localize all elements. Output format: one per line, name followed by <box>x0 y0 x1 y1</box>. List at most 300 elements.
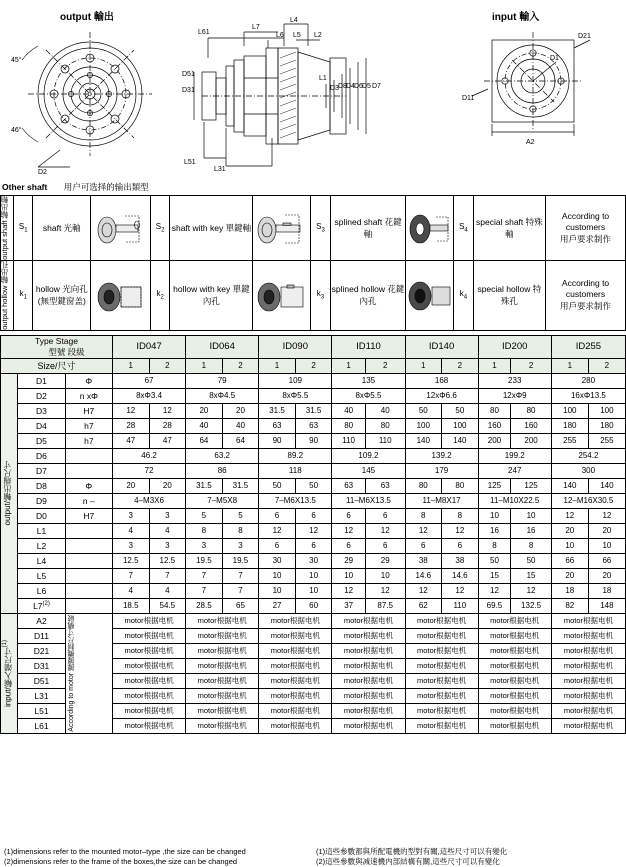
cell-D6-ID140: 139.2 <box>405 448 478 463</box>
size-header: Size/尺寸 <box>1 358 113 373</box>
cell-L5-ID140-1: 14.6 <box>405 568 442 583</box>
shaft-name-s2: shaft with key 單鍵軸 <box>170 196 253 261</box>
cell-D0-ID200-1: 10 <box>478 508 511 523</box>
spec-row-D7 <box>1 463 626 478</box>
cell-D4-ID090-1: 63 <box>259 418 296 433</box>
cell-L4-ID200-2: 50 <box>511 553 552 568</box>
cell-L6-ID200-2: 12 <box>511 583 552 598</box>
cell-L4-ID110-1: 29 <box>332 553 366 568</box>
row-tolerance-D2: n xΦ <box>65 388 112 403</box>
cell-L2-ID064-1: 3 <box>186 538 223 553</box>
cell-D5-ID090-2: 90 <box>295 433 332 448</box>
cell-D0-ID064-1: 5 <box>186 508 223 523</box>
cell-L6-ID140-2: 12 <box>442 583 479 598</box>
shaft-name-k4: special hollow 特殊孔 <box>473 260 545 330</box>
spec-row-L7 <box>1 598 626 613</box>
cell-L61-ID140: motor根据电机 <box>405 718 478 733</box>
cell-D6-ID090: 89.2 <box>259 448 332 463</box>
cell-D3-ID255-2: 100 <box>588 403 625 418</box>
cell-D2-ID047: 8xΦ3.4 <box>113 388 186 403</box>
row-label-D11: D11 <box>18 628 65 643</box>
cell-L4-ID255-2: 66 <box>588 553 625 568</box>
cell-D3-ID090-2: 31.5 <box>295 403 332 418</box>
other-shaft-title-en: Other shaft <box>2 182 48 192</box>
spec-row-L2 <box>1 538 626 553</box>
special-note-cn-1: 用戶要求制作 <box>560 233 612 244</box>
cell-D51-ID047: motor根据电机 <box>113 673 186 688</box>
shaft-code-k3: $k_3$ <box>311 260 330 330</box>
cell-D1-ID110: 135 <box>332 373 405 388</box>
row-tolerance-D9: n – <box>65 493 112 508</box>
shaft-pic-k2 <box>253 260 311 330</box>
row-side-label-output-shaft: output shaft 輸出軸 <box>0 196 9 260</box>
cell-D7-ID047: 72 <box>113 463 186 478</box>
cell-L31-ID064: motor根据电机 <box>186 688 259 703</box>
shaft-code-k2: $k_2$ <box>150 260 169 330</box>
cell-L61-ID110: motor根据电机 <box>332 718 405 733</box>
cell-L31-ID090: motor根据电机 <box>259 688 332 703</box>
cell-D8-ID110-2: 63 <box>365 478 405 493</box>
cell-L1-ID110-1: 12 <box>332 523 366 538</box>
row-label-D0: D0 <box>18 508 65 523</box>
cell-L2-ID140-1: 6 <box>405 538 442 553</box>
stage-header-ID064-1: 1 <box>186 358 223 373</box>
spec-row-D3 <box>1 403 626 418</box>
cell-D4-ID047-2: 28 <box>149 418 186 433</box>
cell-D51-ID110: motor根据电机 <box>332 673 405 688</box>
svg-text:D21: D21 <box>578 33 591 40</box>
shaft-name-k1: hollow 光向孔(無型鍵窗盖) <box>33 260 91 330</box>
svg-text:D7: D7 <box>372 83 381 90</box>
cell-L7-ID064-2: 65 <box>222 598 259 613</box>
cell-D5-ID047-2: 47 <box>149 433 186 448</box>
model-header-ID090: ID090 <box>259 335 332 358</box>
cell-L61-ID090: motor根据电机 <box>259 718 332 733</box>
model-header-ID140: ID140 <box>405 335 478 358</box>
cell-D0-ID064-2: 5 <box>222 508 259 523</box>
cell-L5-ID110-1: 10 <box>332 568 366 583</box>
cell-L6-ID064-1: 7 <box>186 583 223 598</box>
cell-D3-ID140-2: 50 <box>442 403 479 418</box>
stage-header-ID047-2: 2 <box>149 358 186 373</box>
cell-D0-ID255-2: 12 <box>588 508 625 523</box>
cell-D2-ID140: 12xΦ6.6 <box>405 388 478 403</box>
row-label-D21: D21 <box>18 643 65 658</box>
cell-L7-ID090-1: 27 <box>259 598 296 613</box>
cell-D0-ID255-1: 12 <box>551 508 588 523</box>
cell-D0-ID140-2: 8 <box>442 508 479 523</box>
cell-D8-ID064-2: 31.5 <box>222 478 259 493</box>
shaft-pic-s3 <box>406 196 454 261</box>
cell-L6-ID255-1: 18 <box>551 583 588 598</box>
shaft-name-s4: special shaft 特殊軸 <box>473 196 545 261</box>
cell-L1-ID090-2: 12 <box>295 523 332 538</box>
cell-D5-ID255-2: 255 <box>588 433 625 448</box>
cell-D9-ID255: 12–M16X30.5 <box>551 493 625 508</box>
shaft-pic-s2 <box>253 196 311 261</box>
cell-D2-ID200: 12xΦ9 <box>478 388 551 403</box>
cell-L4-ID090-2: 30 <box>295 553 332 568</box>
row-label-D3: D3 <box>18 403 65 418</box>
cell-D9-ID200: 11–M10X22.5 <box>478 493 551 508</box>
cell-D11-ID047: motor根据电机 <box>113 628 186 643</box>
model-header-ID255: ID255 <box>551 335 625 358</box>
cell-D8-ID047-1: 20 <box>113 478 150 493</box>
other-shaft-title-cn: 用户可选择的输出類型 <box>63 182 149 192</box>
cell-L5-ID255-2: 20 <box>588 568 625 583</box>
cell-D8-ID255-1: 140 <box>551 478 588 493</box>
input-side-label: input/輸入端尺寸$^{(1)}$ <box>1 613 18 733</box>
spec-table-wrap <box>0 335 626 734</box>
cell-D3-ID140-1: 50 <box>405 403 442 418</box>
cell-L6-ID255-2: 18 <box>588 583 625 598</box>
footnote-cn-2: (2)這些參數與减速機内部結構有關,這些尺寸可以有變化 <box>316 857 500 867</box>
shaft-code-s4: $S_4$ <box>454 196 473 261</box>
cell-D4-ID047-1: 28 <box>113 418 150 433</box>
row-label-D8: D8 <box>18 478 65 493</box>
shaft-code-s3: $S_3$ <box>311 196 330 261</box>
stage-header-ID110-2: 2 <box>365 358 405 373</box>
cell-D4-ID200-2: 160 <box>511 418 552 433</box>
cell-D2-ID064: 8xΦ4.5 <box>186 388 259 403</box>
cell-L61-ID200: motor根据电机 <box>478 718 551 733</box>
row-label-L7: L7$^{(2)}$ <box>18 598 65 613</box>
svg-text:D11: D11 <box>462 95 475 102</box>
cell-D0-ID140-1: 8 <box>405 508 442 523</box>
cell-D9-ID140: 11–M8X17 <box>405 493 478 508</box>
cell-L5-ID047-2: 7 <box>149 568 186 583</box>
cell-D9-ID090: 7–M6X13.5 <box>259 493 332 508</box>
cell-L51-ID064: motor根据电机 <box>186 703 259 718</box>
cell-D4-ID140-2: 100 <box>442 418 479 433</box>
cell-L5-ID064-2: 7 <box>222 568 259 583</box>
cell-D7-ID090: 118 <box>259 463 332 478</box>
cell-L1-ID255-1: 20 <box>551 523 588 538</box>
cell-D5-ID140-1: 140 <box>405 433 442 448</box>
model-header-ID200: ID200 <box>478 335 551 358</box>
other-shaft-table <box>0 195 626 331</box>
cell-L5-ID110-2: 10 <box>365 568 405 583</box>
row-tolerance-D1: Φ <box>65 373 112 388</box>
cell-L6-ID110-1: 12 <box>332 583 366 598</box>
cell-L1-ID064-1: 8 <box>186 523 223 538</box>
row-tolerance-D5: h7 <box>65 433 112 448</box>
cell-L2-ID090-1: 6 <box>259 538 296 553</box>
cell-D21-ID255: motor根据电机 <box>551 643 625 658</box>
cell-D7-ID255: 300 <box>551 463 625 478</box>
shaft-code-k1: $k_1$ <box>14 260 33 330</box>
svg-text:L5: L5 <box>293 32 301 39</box>
row-tolerance-L6 <box>65 583 112 598</box>
cell-L2-ID200-2: 8 <box>511 538 552 553</box>
row-label-A2: A2 <box>18 613 65 628</box>
stage-header-ID200-1: 1 <box>478 358 511 373</box>
cell-L51-ID200: motor根据电机 <box>478 703 551 718</box>
row-label-D6: D6 <box>18 448 65 463</box>
svg-text:L6: L6 <box>276 32 284 39</box>
spec-header-models <box>1 335 626 358</box>
spec-row-A2 <box>1 613 626 628</box>
row-tolerance-D8: Φ <box>65 478 112 493</box>
cell-D4-ID110-1: 80 <box>332 418 366 433</box>
cell-D0-ID090-2: 6 <box>295 508 332 523</box>
cell-D21-ID140: motor根据电机 <box>405 643 478 658</box>
cell-D3-ID064-1: 20 <box>186 403 223 418</box>
cell-L4-ID140-2: 38 <box>442 553 479 568</box>
cell-L7-ID110-1: 37 <box>332 598 366 613</box>
stage-header-ID110-1: 1 <box>332 358 366 373</box>
row-label-D2: D2 <box>18 388 65 403</box>
cell-L4-ID064-2: 19.5 <box>222 553 259 568</box>
cell-D9-ID110: 11–M6X13.5 <box>332 493 405 508</box>
cell-L51-ID047: motor根据电机 <box>113 703 186 718</box>
cell-D31-ID064: motor根据电机 <box>186 658 259 673</box>
cell-D8-ID255-2: 140 <box>588 478 625 493</box>
stage-header-ID140-2: 2 <box>442 358 479 373</box>
row-label-D9: D9 <box>18 493 65 508</box>
cell-L5-ID200-1: 15 <box>478 568 511 583</box>
cell-D8-ID090-1: 50 <box>259 478 296 493</box>
cell-L7-ID064-1: 28.5 <box>186 598 223 613</box>
cell-L1-ID200-2: 16 <box>511 523 552 538</box>
cell-L2-ID255-1: 10 <box>551 538 588 553</box>
cell-D6-ID200: 199.2 <box>478 448 551 463</box>
input-drawing-label: input 輸入 <box>492 12 540 23</box>
cell-D8-ID110-1: 63 <box>332 478 366 493</box>
cell-D4-ID255-2: 180 <box>588 418 625 433</box>
dim-46: 46° <box>11 127 22 134</box>
cell-L1-ID047-2: 4 <box>149 523 186 538</box>
svg-text:L31: L31 <box>214 166 226 173</box>
cell-D51-ID064: motor根据电机 <box>186 673 259 688</box>
cell-L31-ID110: motor根据电机 <box>332 688 405 703</box>
cell-D4-ID140-1: 100 <box>405 418 442 433</box>
cell-L31-ID047: motor根据电机 <box>113 688 186 703</box>
drawing-area <box>0 0 626 178</box>
svg-text:L7: L7 <box>252 24 260 31</box>
cell-A2-ID110: motor根据电机 <box>332 613 405 628</box>
cell-D7-ID140: 179 <box>405 463 478 478</box>
cell-L2-ID140-2: 6 <box>442 538 479 553</box>
cell-L1-ID255-2: 20 <box>588 523 625 538</box>
cell-L5-ID064-1: 7 <box>186 568 223 583</box>
cell-L6-ID047-2: 4 <box>149 583 186 598</box>
cell-D3-ID255-1: 100 <box>551 403 588 418</box>
cell-L61-ID047: motor根据电机 <box>113 718 186 733</box>
cell-L7-ID255-1: 82 <box>551 598 588 613</box>
spec-row-L1 <box>1 523 626 538</box>
cell-D31-ID090: motor根据电机 <box>259 658 332 673</box>
cell-L7-ID090-2: 60 <box>295 598 332 613</box>
cell-L4-ID047-2: 12.5 <box>149 553 186 568</box>
cell-L1-ID110-2: 12 <box>365 523 405 538</box>
cell-D5-ID047-1: 47 <box>113 433 150 448</box>
cell-L4-ID140-1: 38 <box>405 553 442 568</box>
cell-D21-ID090: motor根据电机 <box>259 643 332 658</box>
cell-D5-ID064-1: 64 <box>186 433 223 448</box>
cell-D4-ID064-1: 40 <box>186 418 223 433</box>
spec-table <box>0 335 626 734</box>
cell-D8-ID090-2: 50 <box>295 478 332 493</box>
cell-D8-ID200-1: 125 <box>478 478 511 493</box>
footnote-en-1: (1)dimensions refer to the mounted motor–type ,the size can be changed <box>4 847 246 856</box>
cell-L5-ID047-1: 7 <box>113 568 150 583</box>
spec-row-D5 <box>1 433 626 448</box>
cell-L7-ID140-2: 110 <box>442 598 479 613</box>
cell-D3-ID110-1: 40 <box>332 403 366 418</box>
svg-text:D31: D31 <box>182 87 195 94</box>
cell-D6-ID047: 46.2 <box>113 448 186 463</box>
cell-L7-ID047-1: 18.5 <box>113 598 150 613</box>
cell-L7-ID200-2: 132.5 <box>511 598 552 613</box>
cell-D8-ID064-1: 31.5 <box>186 478 223 493</box>
cell-L7-ID110-2: 87.5 <box>365 598 405 613</box>
cell-L1-ID047-1: 4 <box>113 523 150 538</box>
svg-text:L61: L61 <box>198 29 210 36</box>
cell-L6-ID140-1: 12 <box>405 583 442 598</box>
cell-D3-ID047-2: 12 <box>149 403 186 418</box>
cell-D1-ID090: 109 <box>259 373 332 388</box>
cell-D6-ID255: 254.2 <box>551 448 625 463</box>
special-note-cn-2: 用戶要求制作 <box>560 300 612 311</box>
cell-D9-ID064: 7–M5X8 <box>186 493 259 508</box>
stage-header-ID140-1: 1 <box>405 358 442 373</box>
svg-text:L51: L51 <box>184 159 196 166</box>
cell-D31-ID255: motor根据电机 <box>551 658 625 673</box>
spec-row-D1 <box>1 373 626 388</box>
spec-row-L4 <box>1 553 626 568</box>
row-label-L4: L4 <box>18 553 65 568</box>
row-label-L31: L31 <box>18 688 65 703</box>
cell-D1-ID140: 168 <box>405 373 478 388</box>
cell-A2-ID090: motor根据电机 <box>259 613 332 628</box>
row-label-L2: L2 <box>18 538 65 553</box>
svg-text:D51: D51 <box>182 71 195 78</box>
spec-row-D8 <box>1 478 626 493</box>
cell-D0-ID047-1: 3 <box>113 508 150 523</box>
cell-L2-ID255-2: 10 <box>588 538 625 553</box>
special-note-en-1: According to customers <box>561 210 610 233</box>
cell-D31-ID110: motor根据电机 <box>332 658 405 673</box>
cell-D0-ID090-1: 6 <box>259 508 296 523</box>
cell-D11-ID200: motor根据电机 <box>478 628 551 643</box>
cell-D6-ID110: 109.2 <box>332 448 405 463</box>
cell-D1-ID047: 67 <box>113 373 186 388</box>
cell-L51-ID255: motor根据电机 <box>551 703 625 718</box>
stage-header-ID064-2: 2 <box>222 358 259 373</box>
cell-L5-ID140-2: 14.6 <box>442 568 479 583</box>
output-drawing-label: output 輸出 <box>60 12 114 23</box>
cell-L51-ID090: motor根据电机 <box>259 703 332 718</box>
cell-L4-ID200-1: 50 <box>478 553 511 568</box>
cell-D5-ID200-2: 200 <box>511 433 552 448</box>
spec-row-D4 <box>1 418 626 433</box>
cell-D3-ID200-1: 80 <box>478 403 511 418</box>
cell-D21-ID064: motor根据电机 <box>186 643 259 658</box>
row-label-L1: L1 <box>18 523 65 538</box>
row-label-D31: D31 <box>18 658 65 673</box>
cell-D6-ID064: 63.2 <box>186 448 259 463</box>
cell-D5-ID140-2: 140 <box>442 433 479 448</box>
cell-L2-ID090-2: 6 <box>295 538 332 553</box>
stage-header-ID090-1: 1 <box>259 358 296 373</box>
cell-L31-ID255: motor根据电机 <box>551 688 625 703</box>
cell-L6-ID110-2: 12 <box>365 583 405 598</box>
spec-row-L5 <box>1 568 626 583</box>
model-header-ID047: ID047 <box>113 335 186 358</box>
cell-D3-ID200-2: 80 <box>511 403 552 418</box>
cell-D4-ID110-2: 80 <box>365 418 405 433</box>
cell-L1-ID064-2: 8 <box>222 523 259 538</box>
stage-header-ID255-1: 1 <box>551 358 588 373</box>
type-stage-header: Type Stage 型號 段級 <box>1 335 113 358</box>
cell-D11-ID255: motor根据电机 <box>551 628 625 643</box>
row-tolerance-L2 <box>65 538 112 553</box>
stage-header-ID255-2: 2 <box>588 358 625 373</box>
cell-L7-ID140-1: 62 <box>405 598 442 613</box>
cell-L31-ID200: motor根据电机 <box>478 688 551 703</box>
row-tolerance-L7 <box>65 598 112 613</box>
cell-L2-ID110-1: 6 <box>332 538 366 553</box>
svg-text:D8: D8 <box>338 83 347 90</box>
cell-D9-ID047: 4–M3X6 <box>113 493 186 508</box>
row-tolerance-L4 <box>65 553 112 568</box>
cell-D0-ID110-1: 6 <box>332 508 366 523</box>
row-tolerance-D0: H7 <box>65 508 112 523</box>
cell-A2-ID047: motor根据电机 <box>113 613 186 628</box>
cell-D5-ID110-2: 110 <box>365 433 405 448</box>
cell-D7-ID110: 145 <box>332 463 405 478</box>
row-label-L6: L6 <box>18 583 65 598</box>
shaft-pic-s1 <box>91 196 151 261</box>
shaft-special-note-2 <box>546 260 626 330</box>
cell-D1-ID064: 79 <box>186 373 259 388</box>
shaft-code-k4: $k_4$ <box>454 260 473 330</box>
input-note-cell: According to motor 據據機制尺寸構破 <box>65 613 112 733</box>
row-label-D5: D5 <box>18 433 65 448</box>
svg-text:L2: L2 <box>314 32 322 39</box>
row-tolerance-D6 <box>65 448 112 463</box>
svg-text:D6: D6 <box>354 83 363 90</box>
cell-L4-ID255-1: 66 <box>551 553 588 568</box>
cell-L1-ID200-1: 16 <box>478 523 511 538</box>
shaft-code-s1: $S_1$ <box>14 196 33 261</box>
spec-header-stages <box>1 358 626 373</box>
cell-D8-ID047-2: 20 <box>149 478 186 493</box>
svg-text:D5: D5 <box>362 83 371 90</box>
cell-L1-ID090-1: 12 <box>259 523 296 538</box>
spec-row-D0 <box>1 508 626 523</box>
stage-header-ID200-2: 2 <box>511 358 552 373</box>
cell-D3-ID064-2: 20 <box>222 403 259 418</box>
shaft-code-s2: $S_2$ <box>150 196 169 261</box>
input-face-drawing <box>462 28 602 160</box>
stage-header-ID047-1: 1 <box>113 358 150 373</box>
cell-D31-ID047: motor根据电机 <box>113 658 186 673</box>
cell-L2-ID047-1: 3 <box>113 538 150 553</box>
row-label-D7: D7 <box>18 463 65 478</box>
row-tolerance-D3: H7 <box>65 403 112 418</box>
dim-45a: 45° <box>11 57 22 64</box>
cell-D7-ID200: 247 <box>478 463 551 478</box>
cell-D2-ID090: 8xΦ5.5 <box>259 388 332 403</box>
cell-D11-ID090: motor根据电机 <box>259 628 332 643</box>
output-face-drawing <box>8 22 183 176</box>
cell-L7-ID047-2: 54.5 <box>149 598 186 613</box>
svg-text:L1: L1 <box>319 75 327 82</box>
cell-D4-ID255-1: 180 <box>551 418 588 433</box>
cell-D5-ID110-1: 110 <box>332 433 366 448</box>
